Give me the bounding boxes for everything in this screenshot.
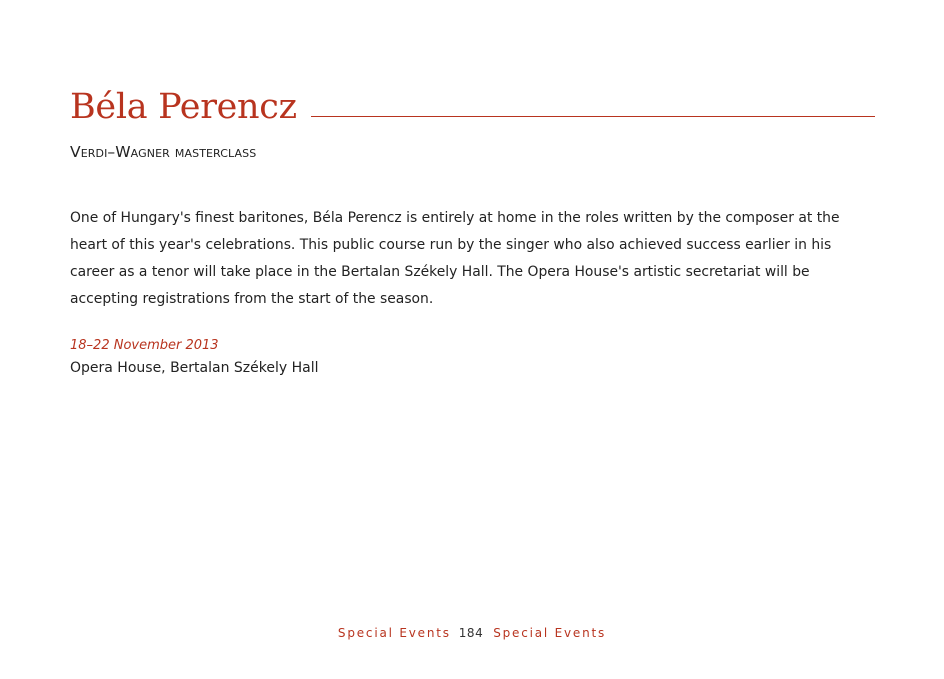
footer-page-number: 184 [458,626,484,640]
event-venue: Opera House, Bertalan Székely Hall [70,360,319,376]
title-row [70,86,875,128]
page-footer [0,626,944,640]
page-title: Béla Perencz [70,87,297,127]
title-rule [311,116,875,117]
event-date: 18–22 November 2013 [70,338,219,353]
footer-section-left: Special Events [337,626,451,640]
footer-section-right: Special Events [493,626,607,640]
page-subtitle: Verdi–Wagner masterclass [70,143,257,161]
description-paragraph: One of Hungary's finest baritones, Béla Perencz is entirely at home in the roles written by the composer at the heart of this year's celebrations. This public course run by the singer who also achieved success earlier in his career as a tenor will take place in the Bertalan Székely Hall. The Opera House's artistic secretariat will be accepting registrations from the start of the season. [70,210,840,307]
